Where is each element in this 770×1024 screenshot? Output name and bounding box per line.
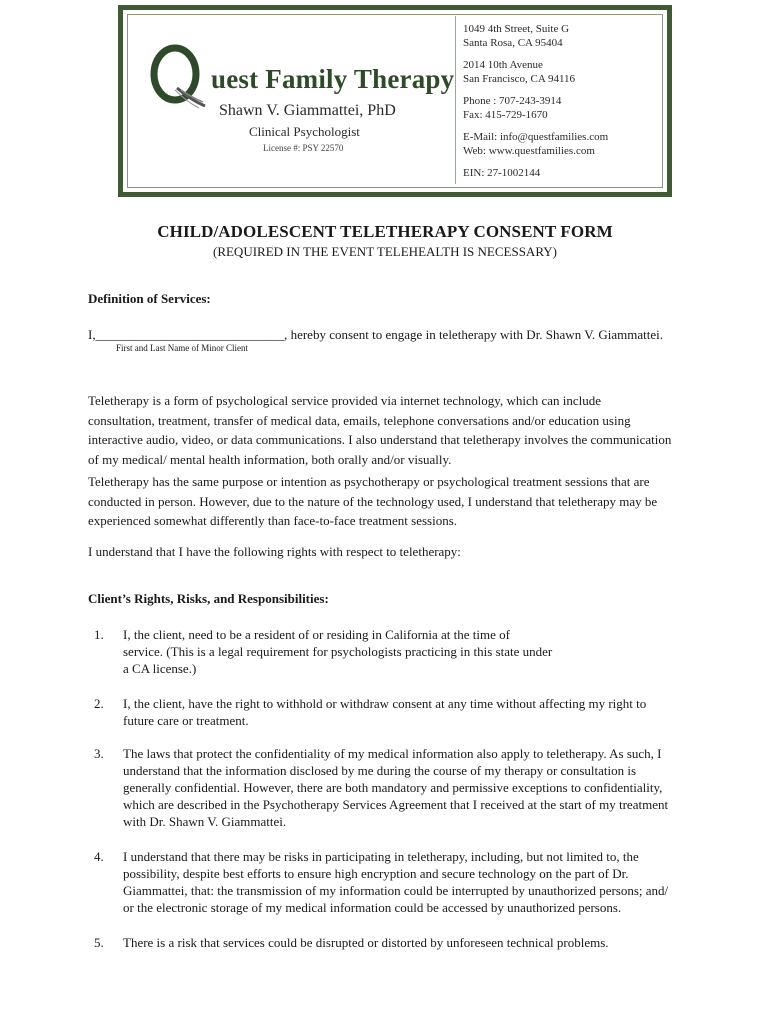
doctor-name: Shawn V. Giammattei, PhD xyxy=(219,102,396,119)
email-link[interactable]: E-Mail: info@questfamilies.com xyxy=(463,131,609,143)
web-link[interactable]: Web: www.questfamilies.com xyxy=(463,145,595,157)
teletherapy-definition-paragraph: Teletherapy is a form of psychological service provided via internet technology, which can include consultation, treatment, transfer of medical data, emails, telephone conversations and/or education using interactive audio, video, or data communications. I also understand that teletherapy involves the communication of my medical/ mental health information, both orally and/or visually. xyxy=(88,393,672,467)
letterhead-divider xyxy=(455,16,456,184)
fax: Fax: 415-729-1670 xyxy=(463,109,548,121)
license-number: License #: PSY 22570 xyxy=(263,143,344,153)
document-subtitle: (REQUIRED IN THE EVENT TELEHEALTH IS NECESSARY) xyxy=(212,244,557,259)
address1-line2: Santa Rosa, CA 95404 xyxy=(463,37,563,49)
address2-line1: 2014 10th Avenue xyxy=(463,59,543,71)
teletherapy-purpose-paragraph: Teletherapy has the same purpose or intention as psychotherapy or psychological treatment sessions that are conducted in person. However, due to the nature of the technology used, I understand that teletherapy may be experienced somewhat differently than face-to-face treatment sessions. xyxy=(88,474,658,528)
rights-heading: Client’s Rights, Risks, and Responsibilities: xyxy=(88,591,329,606)
address1-line1: 1049 4th Street, Suite G xyxy=(463,23,570,35)
definition-heading: Definition of Services: xyxy=(88,291,211,306)
letterhead-contact xyxy=(463,22,663,180)
ein: EIN: 27-1002144 xyxy=(463,167,541,179)
consent-line: I,_____________________________, hereby consent to engage in teletherapy with Dr. Shawn V. Giammattei. xyxy=(88,327,664,342)
doctor-title: Clinical Psychologist xyxy=(249,124,360,139)
quest-q-logo-icon xyxy=(147,40,207,110)
letterhead xyxy=(118,5,672,197)
address2-line2: San Francisco, CA 94116 xyxy=(463,73,576,85)
rights-intro: I understand that I have the following rights with respect to teletherapy: xyxy=(88,544,461,559)
letterhead-logo-area xyxy=(123,10,453,192)
phone: Phone : 707-243-3914 xyxy=(463,95,562,107)
brand-name: uest Family Therapy xyxy=(211,64,455,94)
document-title: CHILD/ADOLESCENT TELETHERAPY CONSENT FORM xyxy=(157,222,613,241)
consent-caption: First and Last Name of Minor Client xyxy=(116,343,248,353)
